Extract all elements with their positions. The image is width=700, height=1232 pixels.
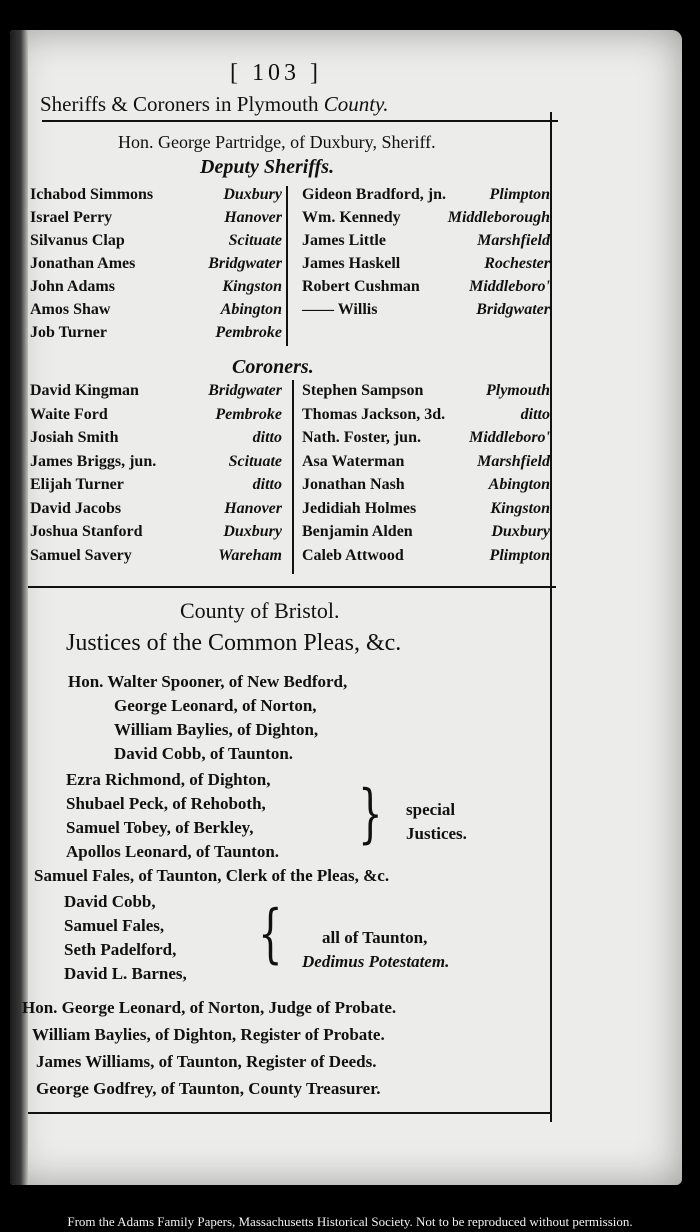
town-name: ditto	[252, 476, 282, 493]
justice-line: William Baylies, of Dighton,	[114, 720, 319, 739]
frame-rule-bottom	[28, 1112, 550, 1114]
coroner-row	[30, 547, 550, 570]
town-name: Rochester	[484, 255, 550, 272]
person-name: Stephen Sampson	[302, 382, 424, 399]
deputy-row	[30, 186, 550, 209]
town-name: Duxbury	[223, 523, 282, 540]
justice-line: Hon. Walter Spooner, of New Bedford,	[68, 672, 348, 691]
town-name: Marshfield	[477, 232, 550, 249]
coroners-heading: Coroners.	[232, 356, 314, 378]
town-name: Scituate	[228, 452, 282, 470]
town-name: Wareham	[218, 546, 282, 564]
person-name: James Little	[302, 232, 386, 249]
deputy-column-divider	[286, 186, 288, 346]
deputy-row	[30, 232, 550, 255]
deputy-row	[30, 209, 550, 232]
person-name: Caleb Attwood	[302, 546, 404, 564]
special-justice-line: Apollos Leonard, of Taunton.	[66, 842, 280, 861]
special-justice-line: Ezra Richmond, of Dighton,	[66, 770, 271, 789]
person-name: David Jacobs	[30, 499, 122, 517]
town-name: Abington	[220, 301, 282, 318]
document-page	[10, 30, 682, 1185]
person-name: Joshua Stanford	[30, 523, 143, 540]
justice-line: David Cobb, of Taunton.	[114, 744, 294, 763]
person-name: Thomas Jackson, 3d.	[302, 405, 446, 423]
person-name: Jedidiah Holmes	[302, 499, 417, 517]
justices-label: Justices.	[406, 824, 467, 843]
town-name: Duxbury	[223, 186, 282, 203]
town-name: Plimpton	[489, 546, 550, 564]
deputy-row	[30, 301, 550, 324]
person-name: John Adams	[30, 278, 115, 295]
town-name: Abington	[488, 476, 550, 493]
town-name: Scituate	[228, 232, 282, 249]
person-name: Job Turner	[30, 324, 107, 341]
town-name: Bridgwater	[476, 301, 550, 318]
sheriff-line: Hon. George Partridge, of Duxbury, Sheriff.	[118, 132, 436, 152]
special-justices-brace: }	[358, 777, 383, 851]
person-name: Silvanus Clap	[30, 232, 125, 249]
coroner-row	[30, 500, 550, 523]
dedimus-potestatem-label: Dedimus Potestatem.	[302, 952, 450, 971]
person-name: Jonathan Nash	[302, 476, 405, 493]
dedimus-name: Samuel Fales,	[64, 916, 165, 935]
officer-line: Hon. George Leonard, of Norton, Judge of Probate.	[22, 998, 397, 1017]
person-name: Asa Waterman	[302, 452, 405, 470]
deputy-row	[30, 278, 550, 301]
person-name: Nath. Foster, jun.	[302, 429, 421, 446]
copyright-footer: From the Adams Family Papers, Massachusetts Historical Society. Not to be reproduced without permission.	[67, 1214, 633, 1229]
town-name: Plimpton	[489, 186, 550, 203]
town-name: Hanover	[224, 209, 282, 226]
coroner-column-divider	[292, 380, 294, 574]
coroner-row	[30, 406, 550, 429]
person-name: James Briggs, jun.	[30, 452, 157, 470]
town-name: Bridgwater	[208, 382, 282, 399]
frame-rule-right	[550, 112, 552, 1122]
clerk-line: Samuel Fales, of Taunton, Clerk of the Pleas, &c.	[34, 866, 390, 885]
town-name: Middleboro'	[469, 429, 550, 446]
town-name: Middleborough	[447, 209, 550, 226]
person-name: Elijah Turner	[30, 476, 124, 493]
person-name: Ichabod Simmons	[30, 186, 154, 203]
dedimus-name: Seth Padelford,	[64, 940, 177, 959]
person-name: —— Willis	[302, 301, 378, 318]
person-name: James Haskell	[302, 255, 401, 272]
officer-line: George Godfrey, of Taunton, County Treasurer.	[36, 1079, 381, 1098]
town-name: ditto	[520, 405, 550, 423]
deputy-row	[30, 324, 550, 347]
town-name: ditto	[252, 429, 282, 446]
town-name: Duxbury	[491, 523, 550, 540]
bristol-county-heading: County of Bristol.	[180, 598, 340, 623]
plymouth-title: Sheriffs & Coroners in Plymouth County.	[40, 92, 389, 116]
person-name: Samuel Savery	[30, 546, 132, 564]
coroner-row	[30, 523, 550, 546]
coroner-row	[30, 453, 550, 476]
person-name: Benjamin Alden	[302, 523, 413, 540]
coroner-row	[30, 429, 550, 452]
person-name: Wm. Kennedy	[302, 209, 401, 226]
town-name: Plymouth	[485, 382, 550, 399]
frame-rule-top	[42, 120, 558, 122]
town-name: Kingston	[490, 499, 550, 517]
justice-line: George Leonard, of Norton,	[114, 696, 317, 715]
officer-line: James Williams, of Taunton, Register of Deeds.	[36, 1052, 377, 1071]
deputy-row	[30, 255, 550, 278]
special-justice-line: Samuel Tobey, of Berkley,	[66, 818, 254, 837]
town-name: Middleboro'	[469, 278, 550, 295]
dedimus-brace: {	[258, 897, 283, 971]
town-name: Kingston	[222, 278, 282, 295]
coroner-row	[30, 382, 550, 405]
dedimus-town-label: all of Taunton,	[322, 928, 428, 947]
person-name: Josiah Smith	[30, 429, 119, 446]
person-name: Robert Cushman	[302, 278, 420, 295]
town-name: Pembroke	[215, 405, 282, 423]
page-number: [ 103 ]	[230, 60, 322, 86]
coroner-row	[30, 476, 550, 499]
officer-line: William Baylies, of Dighton, Register of Probate.	[32, 1025, 385, 1044]
person-name: Amos Shaw	[30, 301, 111, 318]
dedimus-name: David Cobb,	[64, 892, 156, 911]
justices-heading: Justices of the Common Pleas, &c.	[66, 630, 402, 656]
town-name: Hanover	[224, 499, 282, 517]
person-name: Waite Ford	[30, 405, 108, 423]
person-name: Jonathan Ames	[30, 255, 136, 272]
person-name: Gideon Bradford, jn.	[302, 186, 447, 203]
special-justice-line: Shubael Peck, of Rehoboth,	[66, 794, 266, 813]
person-name: David Kingman	[30, 382, 139, 399]
deputy-sheriffs-heading: Deputy Sheriffs.	[200, 156, 335, 178]
town-name: Pembroke	[215, 324, 282, 341]
dedimus-name: David L. Barnes,	[64, 964, 187, 983]
town-name: Marshfield	[477, 452, 550, 470]
special-label: special	[406, 800, 456, 819]
person-name: Israel Perry	[30, 209, 113, 226]
section-divider	[28, 586, 556, 588]
town-name: Bridgwater	[208, 255, 282, 272]
